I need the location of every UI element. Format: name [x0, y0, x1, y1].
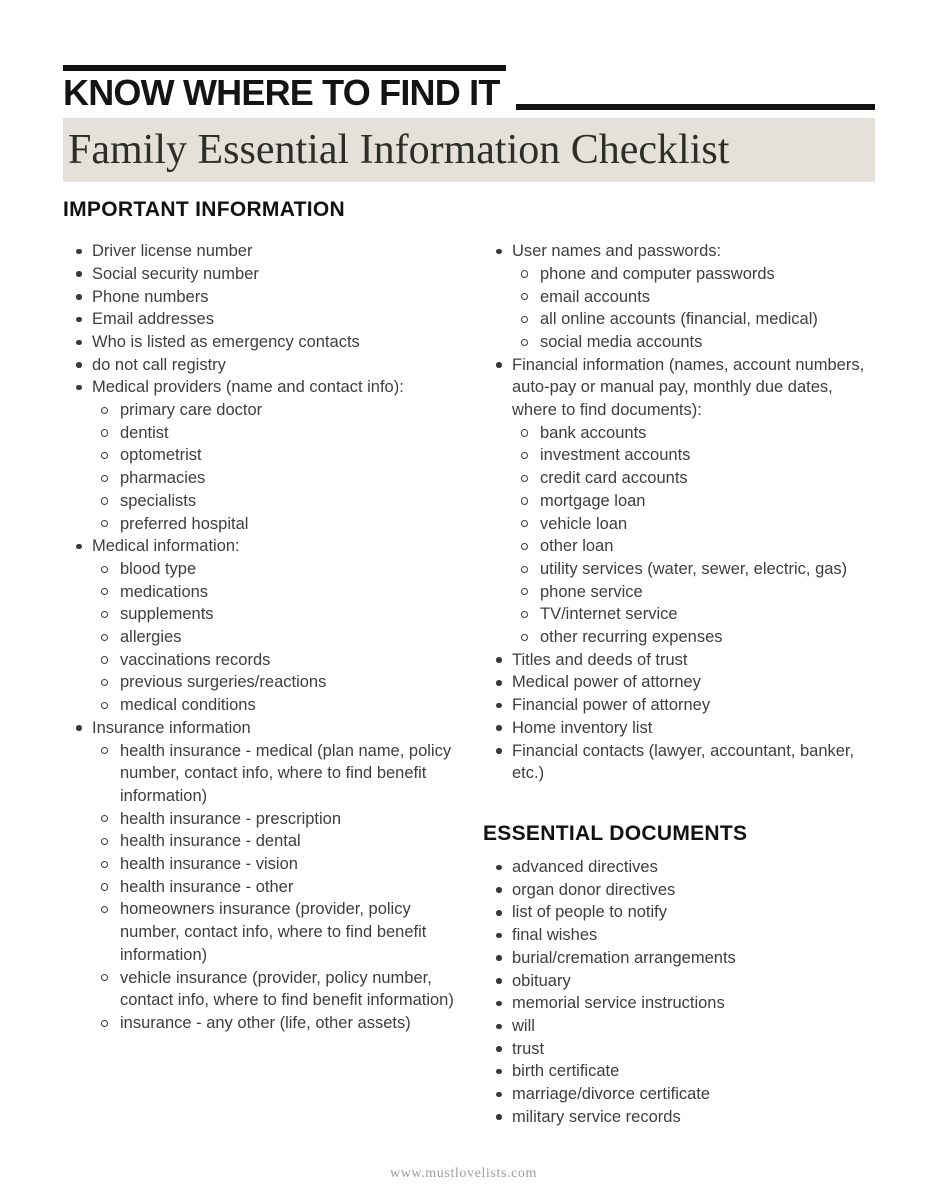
sub-list-item: specialists [92, 490, 461, 513]
list-item-text: military service records [512, 1107, 681, 1126]
sub-list-item: health insurance - prescription [92, 808, 461, 831]
list-item [63, 240, 461, 263]
sub-list-item: investment accounts [512, 444, 878, 467]
list-item-text: list of people to notify [512, 903, 668, 922]
header [63, 65, 875, 111]
sub-list-item: phone service [512, 581, 878, 604]
list-item [483, 671, 878, 694]
list-item-text: marriage/divorce certificate [512, 1085, 711, 1104]
list-item-text: Medical power of attorney [512, 673, 701, 692]
sub-list-item: medications [92, 581, 461, 604]
sub-list-item: allergies [92, 626, 461, 649]
list-item [483, 879, 878, 902]
list-item-text: User names and passwords: [512, 242, 722, 261]
sub-list-item: other recurring expenses [512, 626, 878, 649]
section-heading-important-information: IMPORTANT INFORMATION [63, 198, 345, 221]
list-item-text: Financial contacts (lawyer, accountant, banker, etc.) [512, 741, 855, 783]
sub-list-item: preferred hospital [92, 513, 461, 536]
list-item-text: trust [512, 1039, 545, 1058]
sub-list-item: previous surgeries/reactions [92, 671, 461, 694]
list-item [483, 1060, 878, 1083]
sub-list-item: homeowners insurance (provider, policy number, contact info, where to find benefit information) [92, 898, 461, 966]
sub-list-item: mortgage loan [512, 490, 878, 513]
sub-list-item: social media accounts [512, 331, 878, 354]
list-item [483, 717, 878, 740]
list-item-text: final wishes [512, 926, 598, 945]
list-item-text: Social security number [92, 264, 259, 283]
list-item [483, 1038, 878, 1061]
sub-list-item: vehicle insurance (provider, policy number, contact info, where to find benefit information) [92, 967, 461, 1012]
sub-list-item: email accounts [512, 286, 878, 309]
sub-list-item: dentist [92, 422, 461, 445]
sub-list-item: health insurance - dental [92, 830, 461, 853]
list-item [483, 947, 878, 970]
sub-list-item: blood type [92, 558, 461, 581]
list-item [63, 286, 461, 309]
list-item [483, 1106, 878, 1129]
list-item [483, 740, 878, 785]
list-item [483, 992, 878, 1015]
list-item [483, 694, 878, 717]
header-rule-line [516, 104, 875, 110]
list-item-text: Driver license number [92, 242, 253, 261]
list-item [483, 649, 878, 672]
sub-list [92, 558, 461, 717]
section-heading-essential-documents: ESSENTIAL DOCUMENTS [483, 821, 748, 845]
sub-list-item: primary care doctor [92, 399, 461, 422]
sub-list-item: health insurance - other [92, 876, 461, 899]
list-item-text: Who is listed as emergency contacts [92, 332, 360, 351]
list-item-text: Phone numbers [92, 287, 209, 306]
list-item [63, 263, 461, 286]
list-item-text: Financial power of attorney [512, 696, 711, 715]
two-column-list-area [63, 240, 875, 1126]
list-item-text: Medical providers (name and contact info): [92, 378, 404, 397]
sub-list-item: credit card accounts [512, 467, 878, 490]
list-item [483, 354, 878, 649]
list-item [483, 924, 878, 947]
sub-list-item: supplements [92, 603, 461, 626]
page-title: Family Essential Information Checklist [68, 127, 730, 173]
important-information-list-right [483, 240, 878, 785]
list-item-text: advanced directives [512, 858, 658, 877]
eyebrow-heading: KNOW WHERE TO FIND IT [63, 65, 506, 111]
list-item-text: Medical information: [92, 537, 240, 556]
sub-list-item: utility services (water, sewer, electric, gas) [512, 558, 878, 581]
sub-list-item: other loan [512, 535, 878, 558]
list-item [63, 535, 461, 717]
list-item-text: burial/cremation arrangements [512, 948, 736, 967]
list-item-text: Home inventory list [512, 718, 653, 737]
important-information-list-left [63, 240, 461, 1035]
list-item [483, 240, 878, 354]
list-item [483, 1083, 878, 1106]
sub-list-item: vaccinations records [92, 649, 461, 672]
sub-list-item: phone and computer passwords [512, 263, 878, 286]
footer-url: www.mustlovelists.com [389, 1166, 538, 1181]
sub-list [512, 263, 878, 354]
sub-list-item: insurance - any other (life, other assets) [92, 1012, 461, 1035]
title-band [63, 118, 875, 182]
list-item-text: Titles and deeds of trust [512, 650, 688, 669]
list-item [483, 856, 878, 879]
list-item [63, 331, 461, 354]
page-content [63, 65, 875, 1126]
essential-documents-list [483, 856, 878, 1128]
list-item-text: birth certificate [512, 1062, 620, 1081]
list-item [63, 354, 461, 377]
sub-list-item: pharmacies [92, 467, 461, 490]
sub-list-item: all online accounts (financial, medical) [512, 308, 878, 331]
list-item [483, 970, 878, 993]
list-item-text: obituary [512, 971, 571, 990]
sub-list-item: optometrist [92, 444, 461, 467]
list-item [63, 308, 461, 331]
sub-list-item: health insurance - medical (plan name, policy number, contact info, where to find benefit information) [92, 740, 461, 808]
sub-list-item: medical conditions [92, 694, 461, 717]
list-item [63, 717, 461, 1035]
sub-list-item: health insurance - vision [92, 853, 461, 876]
sub-list-item: vehicle loan [512, 513, 878, 536]
list-item [483, 901, 878, 924]
list-item [63, 376, 461, 535]
list-item-text: Financial information (names, account numbers, auto-pay or manual pay, monthly due dates, where to find documents): [512, 355, 865, 420]
list-item-text: Insurance information [92, 718, 251, 737]
list-item-text: do not call registry [92, 355, 226, 374]
list-item-text: Email addresses [92, 310, 214, 329]
right-column [483, 240, 878, 1128]
sub-list [92, 740, 461, 1035]
list-item [483, 1015, 878, 1038]
list-item-text: will [512, 1016, 535, 1035]
sub-list-item: TV/internet service [512, 603, 878, 626]
left-column [63, 240, 461, 1035]
list-item-text: memorial service instructions [512, 994, 725, 1013]
list-item-text: organ donor directives [512, 880, 676, 899]
sub-list-item: bank accounts [512, 422, 878, 445]
sub-list [92, 399, 461, 535]
sub-list [512, 422, 878, 649]
